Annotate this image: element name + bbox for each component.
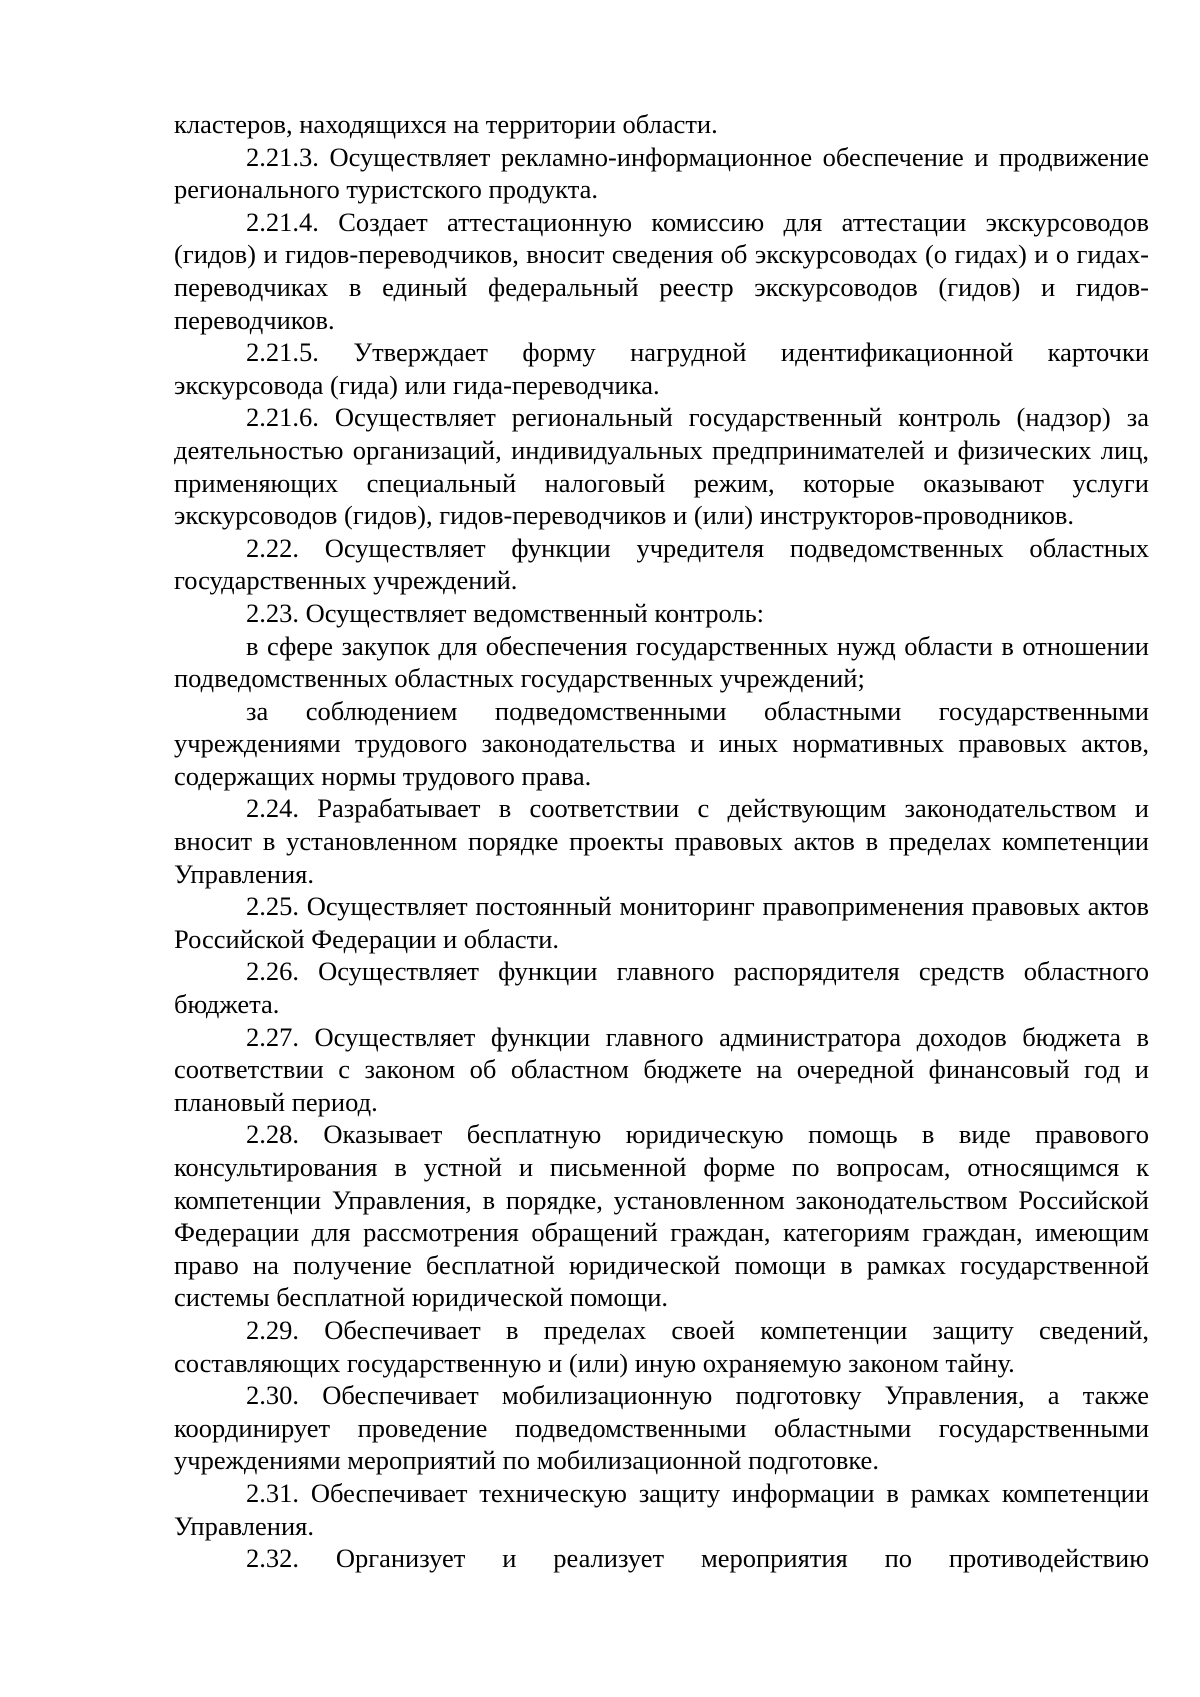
paragraph-number: 2.21.4. [246, 206, 319, 237]
paragraph-text: Обеспечивает техническую защиту информации в рамках компетенции Управления. [174, 1477, 1150, 1541]
paragraph-text: Создает аттестационную комиссию для аттестации экскурсоводов (гидов) и гидов-переводчиков, вносит сведения об экскурсоводах (о гидах) и о гидах-переводчиках в единый федеральный реестр экскурсоводов (гидов) и гидов-переводчиков. [174, 206, 1150, 335]
paragraph-number: 2.27. [246, 1021, 299, 1052]
paragraph-2-23-item-2 [174, 695, 1149, 793]
paragraph-number: 2.24. [246, 793, 299, 824]
paragraph-2-25 [174, 890, 1149, 955]
paragraph-2-21-5 [174, 336, 1149, 401]
paragraph-text: Обеспечивает мобилизационную подготовку Управления, а также координирует проведение подведомственными областными государственными учреждениями мероприятий по мобилизационной подготовке. [174, 1380, 1150, 1476]
paragraph-2-32 [174, 1542, 1149, 1575]
paragraph-2-23-item-1 [174, 630, 1149, 695]
paragraph-number: 2.29. [246, 1314, 299, 1345]
paragraph-text: Осуществляет функции главного распорядителя средств областного бюджета. [174, 956, 1149, 1020]
paragraph-number: 2.31. [246, 1477, 299, 1508]
paragraph-text: в сфере закупок для обеспечения государственных нужд области в отношении подведомственных областных государственных учреждений; [174, 630, 1149, 694]
paragraph-text: Осуществляет постоянный мониторинг правоприменения правовых актов Российской Федерации и области. [174, 891, 1149, 954]
paragraph-text: Утверждает форму нагрудной идентификационной карточки экскурсовода (гида) или гида-переводчика. [174, 337, 1149, 400]
paragraph-2-21-4 [174, 206, 1149, 336]
paragraph-number: 2.22. [246, 532, 299, 563]
paragraph-number: 2.32. [246, 1543, 299, 1574]
paragraph-2-29 [174, 1314, 1149, 1379]
paragraph-text: Осуществляет функции главного администратора доходов бюджета в соответствии с законом об областном бюджете на очередной финансовый год и плановый период. [174, 1021, 1150, 1117]
paragraph-text: Осуществляет рекламно-информационное обеспечение и продвижение регионального туристского продукта. [174, 141, 1150, 205]
paragraph-text: Осуществляет функции учредителя подведомственных областных государственных учреждений. [174, 532, 1149, 596]
paragraph-text: Разрабатывает в соответствии с действующим законодательством и вносит в установленном порядке проекты правовых актов в пределах компетенции Управления. [174, 793, 1149, 889]
paragraph-2-31 [174, 1477, 1149, 1542]
paragraph-text: Организует и реализует мероприятия по противодействию [335, 1543, 1150, 1574]
paragraph-2-26 [174, 955, 1149, 1020]
paragraph-2-21-6 [174, 401, 1149, 531]
paragraph-2-23 [174, 597, 1149, 630]
paragraph-2-27 [174, 1021, 1149, 1119]
paragraph-text: Оказывает бесплатную юридическую помощь в виде правового консультирования в устной и письменной форме по вопросам, относящимся к компетенции Управления, в порядке, установленном законодательством Российской Федерации для рассмотрения обращений граждан, категориям граждан, имеющим право на получение бесплатной юридической помощи в рамках государственной системы бесплатной юридической помощи. [174, 1119, 1149, 1313]
paragraph-2-21-3 [174, 141, 1149, 206]
paragraph-text: Осуществляет региональный государственный контроль (надзор) за деятельностью организаций, индивидуальных предпринимателей и физических лиц, применяющих специальный налоговый режим, которые оказывают услуги экскурсоводов (гидов), гидов-переводчиков и (или) инструкторов-проводников. [174, 402, 1149, 531]
paragraph-number: 2.26. [246, 956, 299, 987]
paragraph-continuation [174, 108, 1149, 141]
paragraph-2-24 [174, 792, 1149, 890]
paragraph-2-22 [174, 532, 1149, 597]
paragraph-text: за соблюдением подведомственными областными государственными учреждениями трудового законодательства и иных нормативных правовых актов, содержащих нормы трудового права. [174, 695, 1149, 791]
paragraph-number: 2.25. [246, 891, 299, 922]
paragraph-text: Обеспечивает в пределах своей компетенции защиту сведений, составляющих государственную и (или) иную охраняемую законом тайну. [174, 1314, 1150, 1378]
paragraph-text: Осуществляет ведомственный контроль: [305, 597, 765, 628]
paragraph-number: 2.28. [246, 1119, 299, 1150]
paragraph-number: 2.21.3. [246, 141, 319, 172]
paragraph-text: кластеров, находящихся на территории области. [174, 109, 718, 139]
paragraph-number: 2.23. [246, 597, 299, 628]
paragraph-2-30 [174, 1379, 1149, 1477]
document-page [174, 108, 1149, 1575]
paragraph-number: 2.21.5. [246, 337, 319, 368]
paragraph-number: 2.21.6. [246, 402, 319, 433]
paragraph-2-28 [174, 1118, 1149, 1314]
paragraph-number: 2.30. [246, 1380, 299, 1411]
